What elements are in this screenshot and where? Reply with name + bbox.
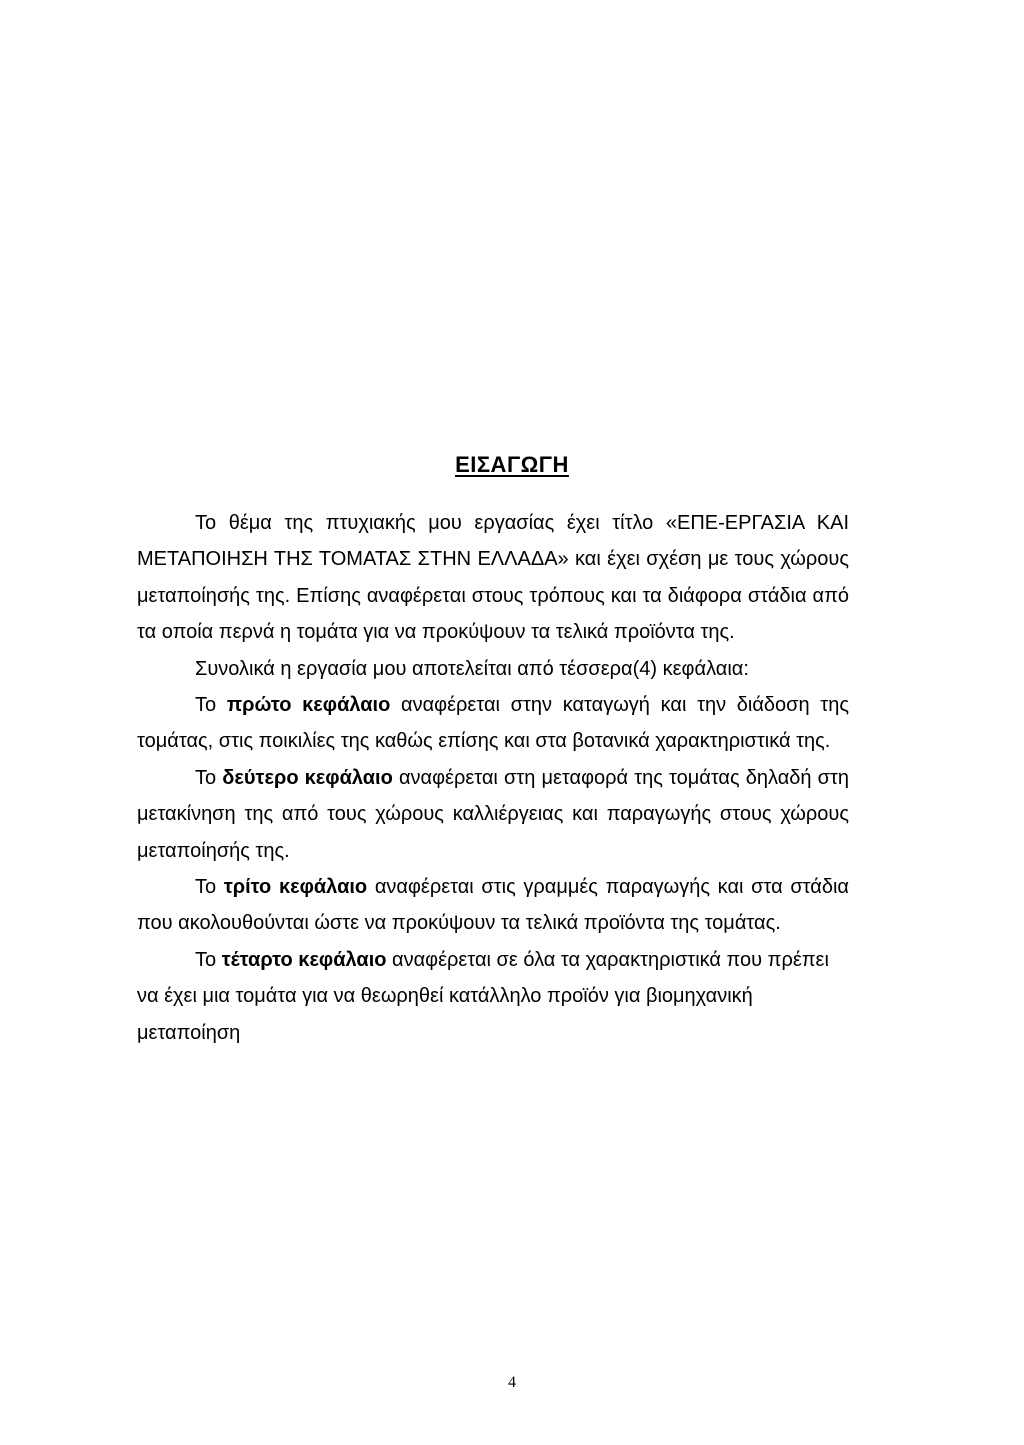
body-text <box>137 505 849 1051</box>
chapter-4-lead: Το <box>195 948 217 971</box>
chapter-2-text: αναφέρεται στη μεταφορά της τομάτας δηλαδή στη μετακίνηση της από τους χώρους καλλιέργειας και παραγωγής στους χώρους μεταποίησής της. <box>137 766 849 862</box>
chapter-1-text: αναφέρεται στην καταγωγή και την διάδοση της τομάτας, στις ποικιλίες της καθώς επίσης και στα βοτανικά χαρακτηριστικά της. <box>137 694 849 753</box>
summary-paragraph: Συνολικά η εργασία μου αποτελείται από τέσσερα(4) κεφάλαια: <box>195 657 749 680</box>
chapter-3-term: τρίτο κεφάλαιο <box>223 876 368 899</box>
chapter-4-paragraph <box>137 942 849 1051</box>
chapter-4-text: αναφέρεται σε όλα τα χαρακτηριστικά που πρέπει να έχει μια τομάτα για να θεωρηθεί κατάλληλο προϊόν για βιομηχανική μεταποίηση <box>137 948 829 1044</box>
chapter-2-lead: Το <box>195 766 217 789</box>
chapter-4-term: τέταρτο κεφάλαιο <box>221 948 387 971</box>
chapter-3-text: αναφέρεται στις γραμμές παραγωγής και στα στάδια που ακολουθούνται ώστε να προκύψουν τα τελικά προϊόντα της τομάτας. <box>137 876 849 935</box>
page-number: 4 <box>508 1374 516 1391</box>
chapter-1-term: πρώτο κεφάλαιο <box>226 694 391 717</box>
chapter-1-lead: Το <box>195 694 217 717</box>
chapter-2-paragraph <box>137 760 849 869</box>
chapter-3-lead: Το <box>195 876 217 899</box>
intro-paragraph: Το θέμα της πτυχιακής μου εργασίας έχει τίτλο «ΕΠΕ-ΕΡΓΑΣΙΑ ΚΑΙ ΜΕΤΑΠΟΙΗΣΗ ΤΗΣ ΤΟΜΑΤΑΣ ΣΤΗΝ ΕΛΛΑΔΑ» και έχει σχέση με τους χώρους μεταποίησής της. Επίσης αναφέρεται στους τρόπους και τα διάφορα στάδια από τα οποία περνά η τομάτα για να προκύψουν τα τελικά προϊόντα της. <box>137 512 849 644</box>
page-title: ΕΙΣΑΓΩΓΗ <box>455 452 569 477</box>
chapter-1-paragraph <box>137 687 849 760</box>
chapter-3-paragraph <box>137 869 849 942</box>
chapter-2-term: δεύτερο κεφάλαιο <box>222 766 393 789</box>
